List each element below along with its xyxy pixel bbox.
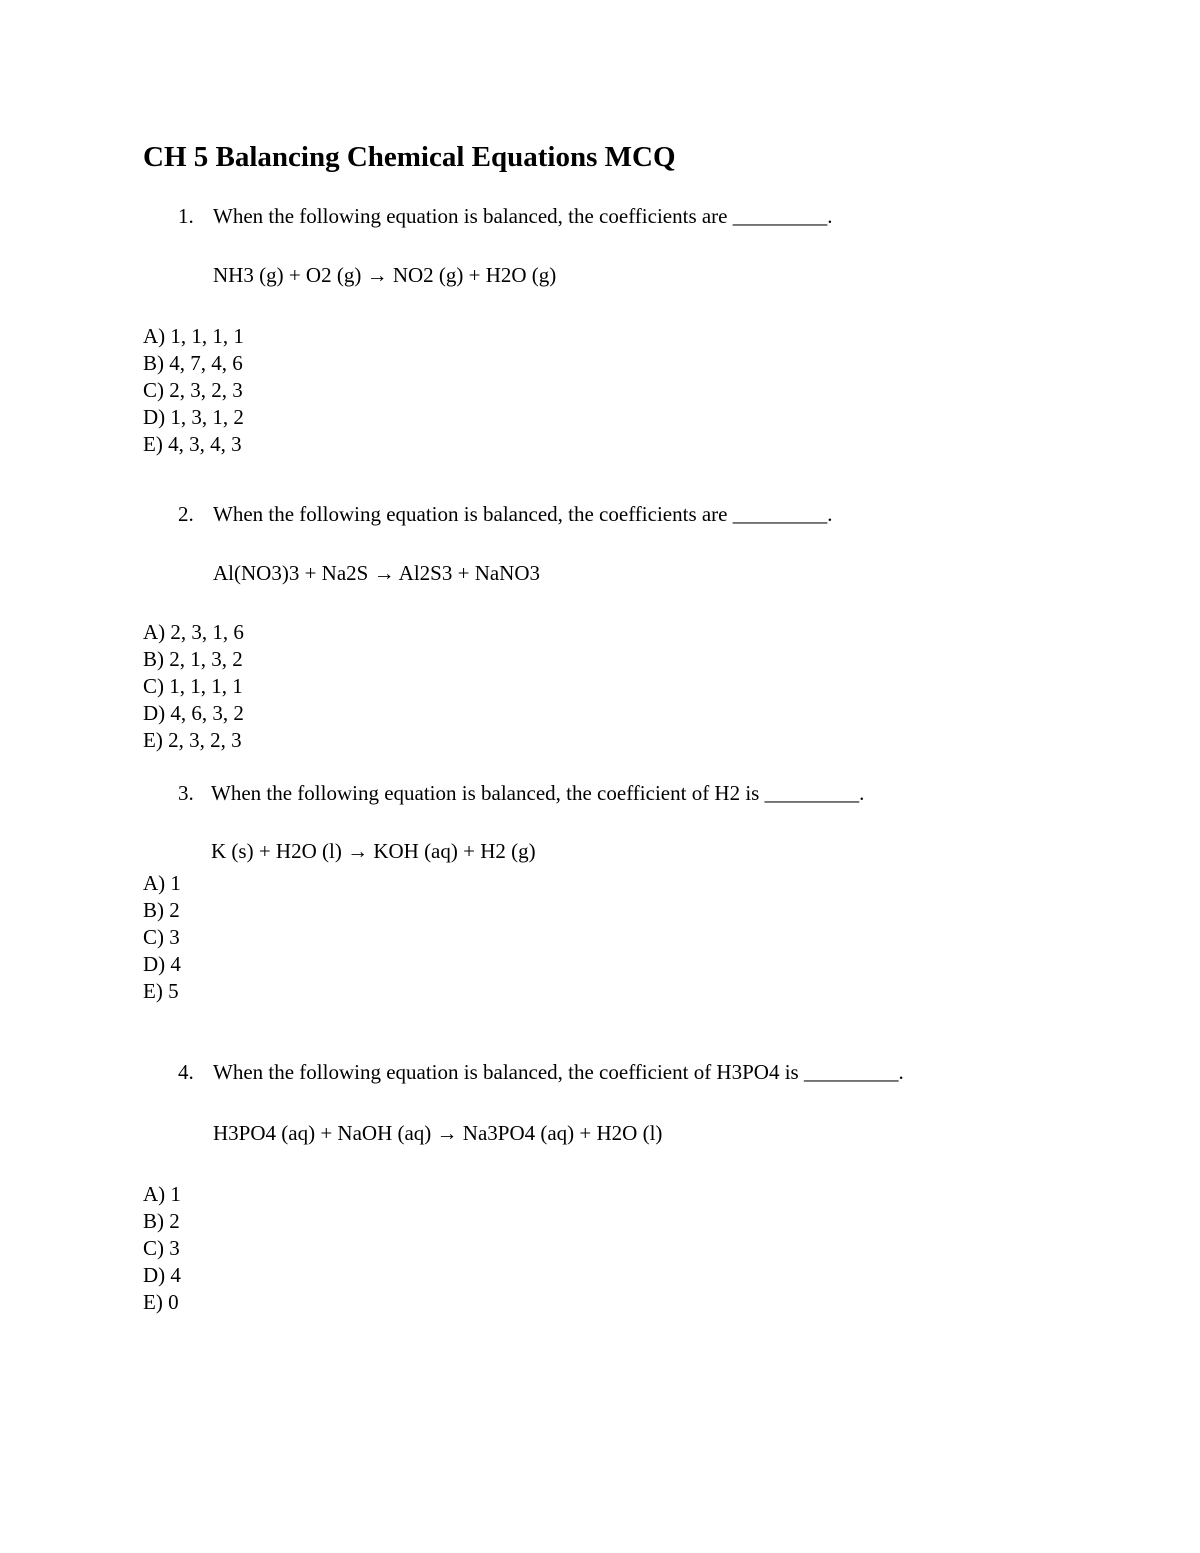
question-4-option-b: B) 2 [143,1209,180,1233]
question-3-options [143,870,181,1005]
question-2-option-a: A) 2, 3, 1, 6 [143,620,244,644]
question-2-option-c: C) 1, 1, 1, 1 [143,674,243,698]
question-4-text: When the following equation is balanced, the coefficient of H3PO4 is _________. [213,1060,904,1084]
question-4-option-a: A) 1 [143,1182,181,1206]
question-3-number: 3. [178,781,194,805]
question-3-text: When the following equation is balanced, the coefficient of H2 is _________. [211,781,865,805]
question-3-option-c: C) 3 [143,925,180,949]
question-2-option-e: E) 2, 3, 2, 3 [143,728,242,752]
question-2-option-d: D) 4, 6, 3, 2 [143,701,244,725]
question-4-number: 4. [178,1060,194,1084]
question-4-equation: H3PO4 (aq) + NaOH (aq) → Na3PO4 (aq) + H2O (l) [213,1121,663,1145]
question-3-option-b: B) 2 [143,898,180,922]
question-3-equation: K (s) + H2O (l) → KOH (aq) + H2 (g) [211,839,536,863]
question-2-text: When the following equation is balanced, the coefficients are _________. [213,502,833,526]
question-2-number: 2. [178,502,194,526]
question-3-option-a: A) 1 [143,871,181,895]
question-3-option-d: D) 4 [143,952,181,976]
question-1-option-d: D) 1, 3, 1, 2 [143,405,244,429]
question-1-option-c: C) 2, 3, 2, 3 [143,378,243,402]
question-2-option-b: B) 2, 1, 3, 2 [143,647,243,671]
question-1-option-b: B) 4, 7, 4, 6 [143,351,243,375]
question-1-options [143,323,244,458]
question-2-options [143,619,244,754]
question-4-option-e: E) 0 [143,1290,179,1314]
page-title: CH 5 Balancing Chemical Equations MCQ [143,141,676,173]
question-1-number: 1. [178,204,194,228]
question-1-option-a: A) 1, 1, 1, 1 [143,324,244,348]
question-4-options [143,1181,181,1316]
question-1-text: When the following equation is balanced, the coefficients are _________. [213,204,833,228]
question-2-equation: Al(NO3)3 + Na2S → Al2S3 + NaNO3 [213,561,541,585]
question-4-option-c: C) 3 [143,1236,180,1260]
question-4-option-d: D) 4 [143,1263,181,1287]
question-3-option-e: E) 5 [143,979,179,1003]
question-1-option-e: E) 4, 3, 4, 3 [143,432,242,456]
question-1-equation: NH3 (g) + O2 (g) → NO2 (g) + H2O (g) [213,263,557,287]
